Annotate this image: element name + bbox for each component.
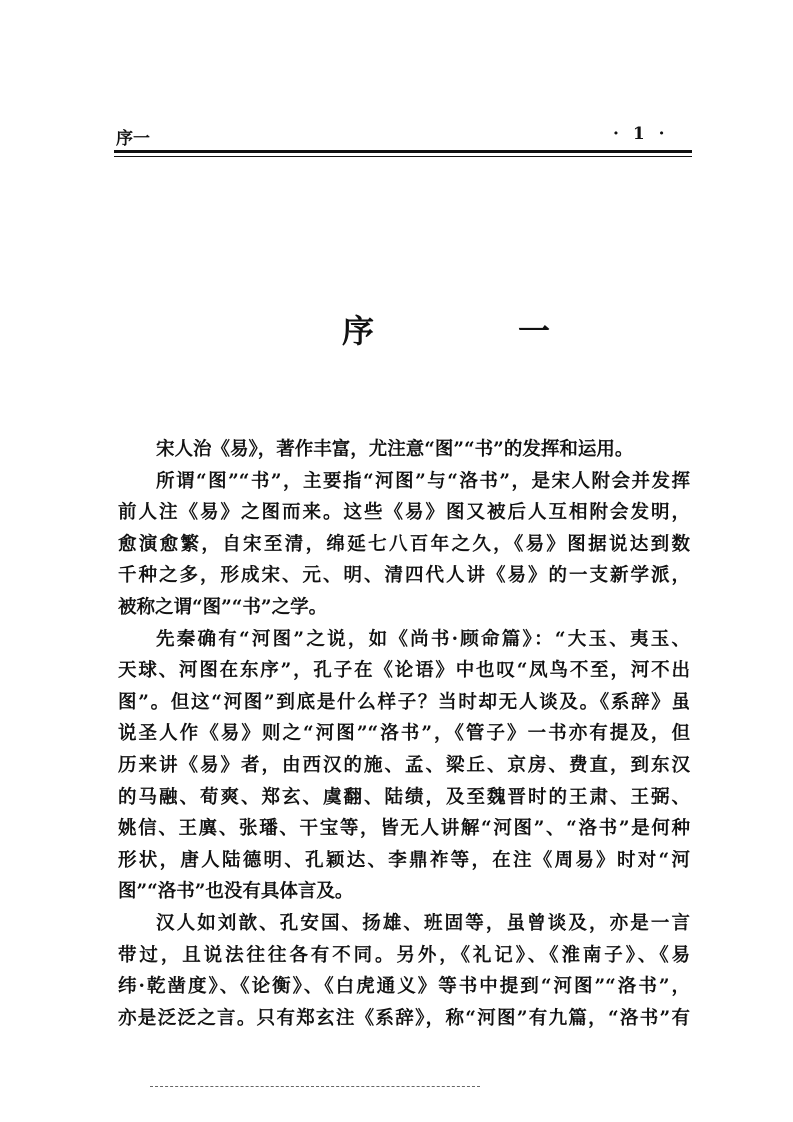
text-line: 先秦确有“河图”之说，如《尚书·顾命篇》：“大玉、夷玉、 <box>156 628 690 650</box>
text-line: 所谓“图”“书”，主要指“河图”与“洛书”，是宋人附会并发挥 <box>156 470 690 492</box>
text-line: 愈演愈繁，自宋至清，绵延七八百年之久，《易》图据说达到数 <box>118 533 690 555</box>
text-line: 被称之谓“图”“书”之学。 <box>118 596 328 618</box>
text-line: 天球、河图在东序”，孔子在《论语》中也叹“凤鸟不至，河不出 <box>118 660 690 682</box>
text-line: 历来讲《易》者，由西汉的施、孟、梁丘、京房、费直，到东汉 <box>118 754 690 776</box>
scan-artifact-footer-line <box>150 1086 480 1088</box>
text-line: 的马融、荀爽、郑玄、虞翻、陆绩，及至魏晋时的王肃、王弼、 <box>118 786 690 808</box>
text-line: 汉人如刘歆、孔安国、扬雄、班固等，虽曾谈及，亦是一言 <box>156 912 690 934</box>
text-line: 前人注《易》之图而来。这些《易》图又被后人互相附会发明， <box>118 502 690 524</box>
running-header-section: 序一 <box>116 129 150 149</box>
body-text <box>118 434 690 1034</box>
header-rule-thick <box>114 150 692 153</box>
text-line: 姚信、王廙、张璠、干宝等，皆无人讲解“河图”、“洛书”是何种 <box>118 818 690 840</box>
running-header-page-number: · 1 · <box>613 124 669 144</box>
text-line: 形状，唐人陆德明、孔颖达、李鼎祚等，在注《周易》时对“河 <box>118 849 690 871</box>
text-line: 亦是泛泛之言。只有郑玄注《系辞》，称“河图”有九篇，“洛书”有 <box>118 1007 690 1029</box>
chapter-title: 序 一 <box>342 312 607 350</box>
text-line: 千种之多，形成宋、元、明、清四代人讲《易》的一支新学派， <box>118 565 690 587</box>
text-line: 图”“洛书”也没有具体言及。 <box>118 881 354 903</box>
text-line: 图”。但这“河图”到底是什么样子？当时却无人谈及。《系辞》虽 <box>118 691 690 713</box>
text-line: 带过，且说法往往各有不同。另外，《礼记》、《淮南子》、《易 <box>118 944 690 966</box>
header-rule-thin <box>114 156 692 157</box>
text-line: 说圣人作《易》则之“河图”“洛书”，《管子》一书亦有提及，但 <box>118 723 690 745</box>
text-line: 纬·乾凿度》、《论衡》、《白虎通义》等书中提到“河图”“洛书”， <box>118 976 690 998</box>
text-line: 宋人治《易》，著作丰富，尤注意“图”“书”的发挥和运用。 <box>156 439 634 460</box>
